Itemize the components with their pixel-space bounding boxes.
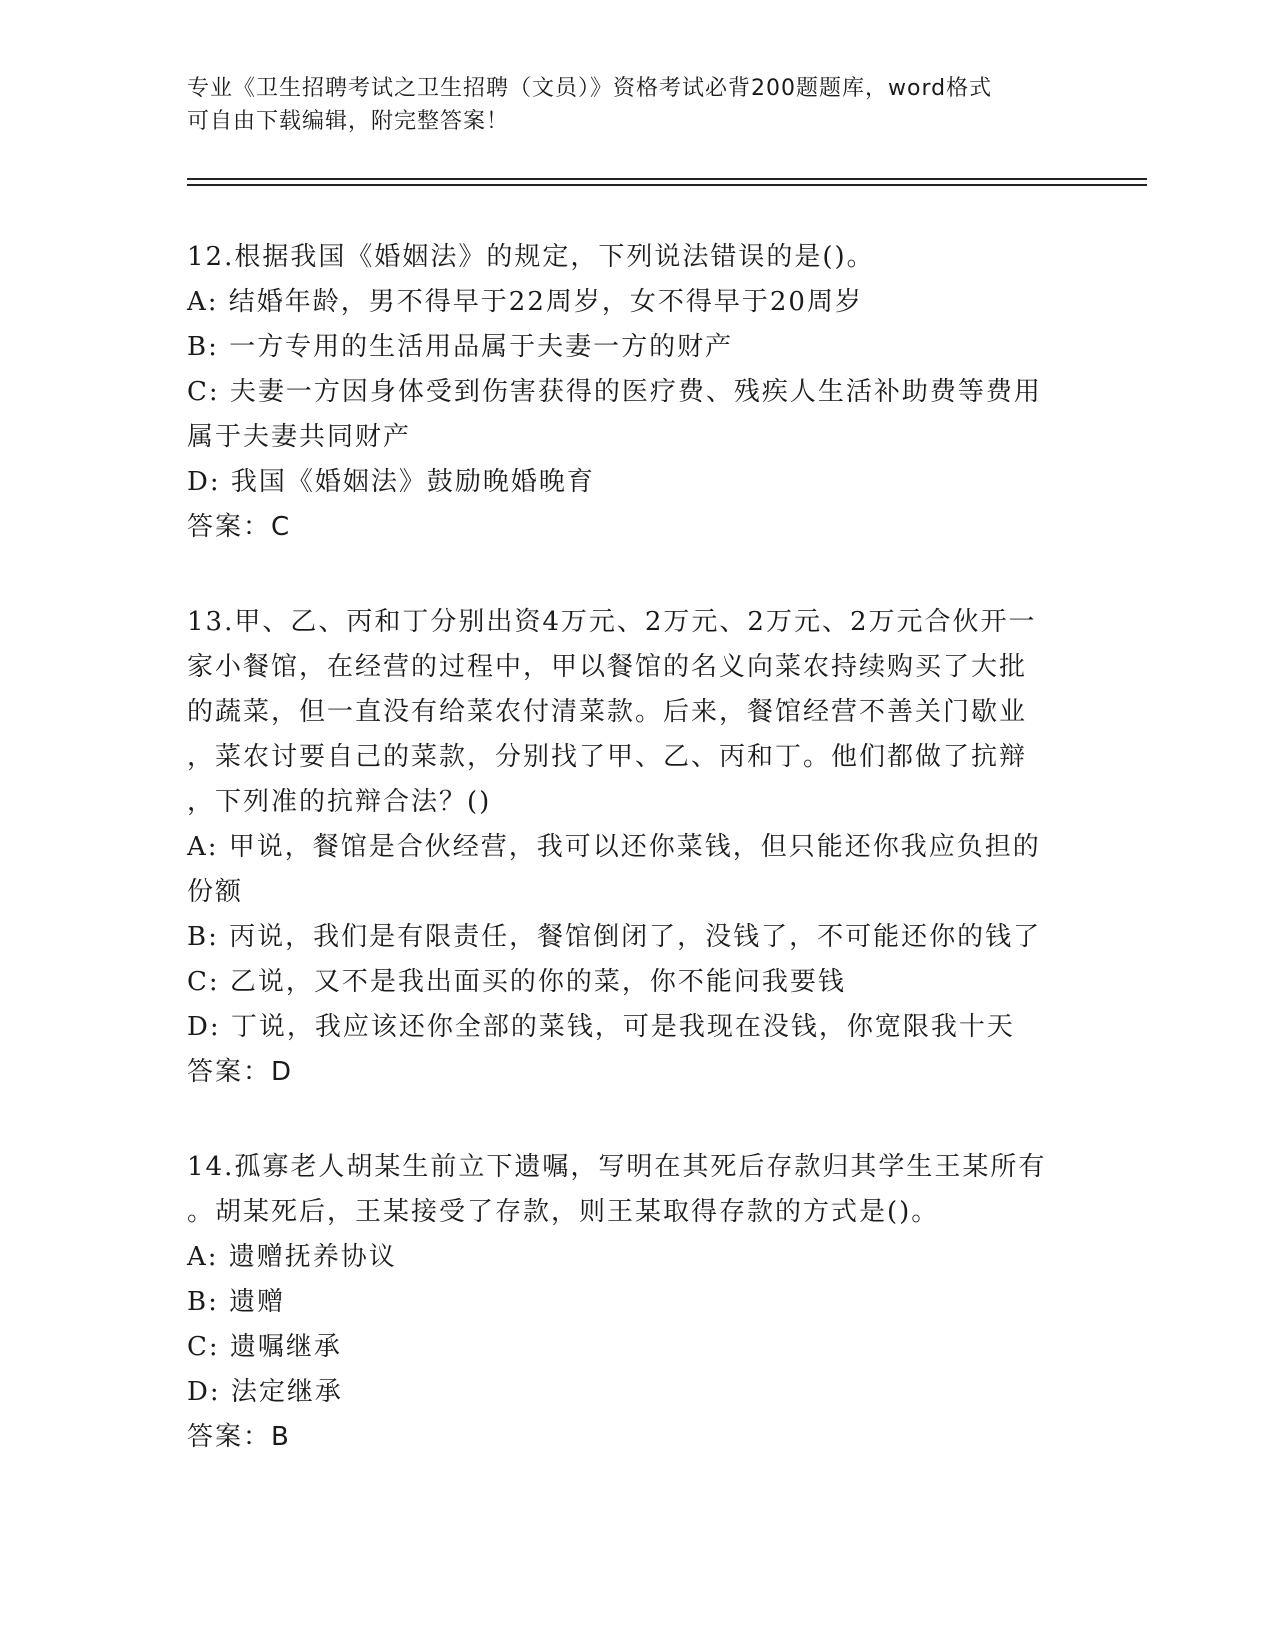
option-d: D: 我国《婚姻法》鼓励晚婚晚育	[187, 467, 595, 497]
option-c-continuation: 属于夫妻共同财产	[187, 422, 412, 452]
option-c: C: 夫妻一方因身体受到伤害获得的医疗费、残疾人生活补助费等费用	[187, 377, 1042, 407]
header-line-1: 专业《卫生招聘考试之卫生招聘（文员）》资格考试必背200题题库，word格式	[187, 76, 993, 101]
option-a: A: 结婚年龄，男不得早于22周岁，女不得早于20周岁	[187, 287, 863, 317]
option-a: A: 甲说，餐馆是合伙经营，我可以还你菜钱，但只能还你我应负担的	[187, 832, 1041, 862]
question-stem-line: ，菜农讨要自己的菜款，分别找了甲、乙、丙和丁。他们都做了抗辩	[187, 742, 1028, 772]
question-stem-line: 家小餐馆，在经营的过程中，甲以餐馆的名义向菜农持续购买了大批	[187, 652, 1028, 682]
header-divider-bottom	[187, 184, 1147, 186]
question-12	[187, 235, 1067, 550]
question-stem-line: 14.孤寡老人胡某生前立下遗嘱，写明在其死后存款归其学生王某所有	[187, 1152, 1047, 1182]
question-13	[187, 600, 1067, 1095]
option-b: B: 遗赠	[187, 1287, 286, 1317]
option-c: C: 遗嘱继承	[187, 1332, 342, 1362]
question-14	[187, 1145, 1067, 1460]
option-a-continuation: 份额	[187, 877, 244, 907]
question-stem-line: 。胡某死后，王某接受了存款，则王某取得存款的方式是()。	[187, 1197, 940, 1227]
document-header	[187, 72, 1087, 138]
option-b: B: 丙说，我们是有限责任，餐馆倒闭了，没钱了，不可能还你的钱了	[187, 922, 1042, 952]
answer: 答案：C	[187, 512, 292, 542]
question-stem-line: 12.根据我国《婚姻法》的规定，下列说法错误的是()。	[187, 242, 875, 272]
option-d: D: 法定继承	[187, 1377, 343, 1407]
question-stem-line: ，下列准的抗辩合法？()	[187, 787, 492, 817]
header-divider-top	[187, 178, 1147, 180]
answer: 答案：D	[187, 1057, 294, 1087]
question-stem-line: 的蔬菜，但一直没有给菜农付清菜款。后来，餐馆经营不善关门歇业	[187, 697, 1028, 727]
option-a: A: 遗赠抚养协议	[187, 1242, 397, 1272]
option-b: B: 一方专用的生活用品属于夫妻一方的财产	[187, 332, 734, 362]
answer: 答案：B	[187, 1422, 291, 1452]
option-c: C: 乙说，又不是我出面买的你的菜，你不能问我要钱	[187, 967, 846, 997]
option-d: D: 丁说，我应该还你全部的菜钱，可是我现在没钱，你宽限我十天	[187, 1012, 1015, 1042]
question-stem-line: 13.甲、乙、丙和丁分别出资4万元、2万元、2万元、2万元合伙开一	[187, 607, 1037, 637]
header-line-2: 可自由下载编辑，附完整答案！	[187, 109, 510, 134]
